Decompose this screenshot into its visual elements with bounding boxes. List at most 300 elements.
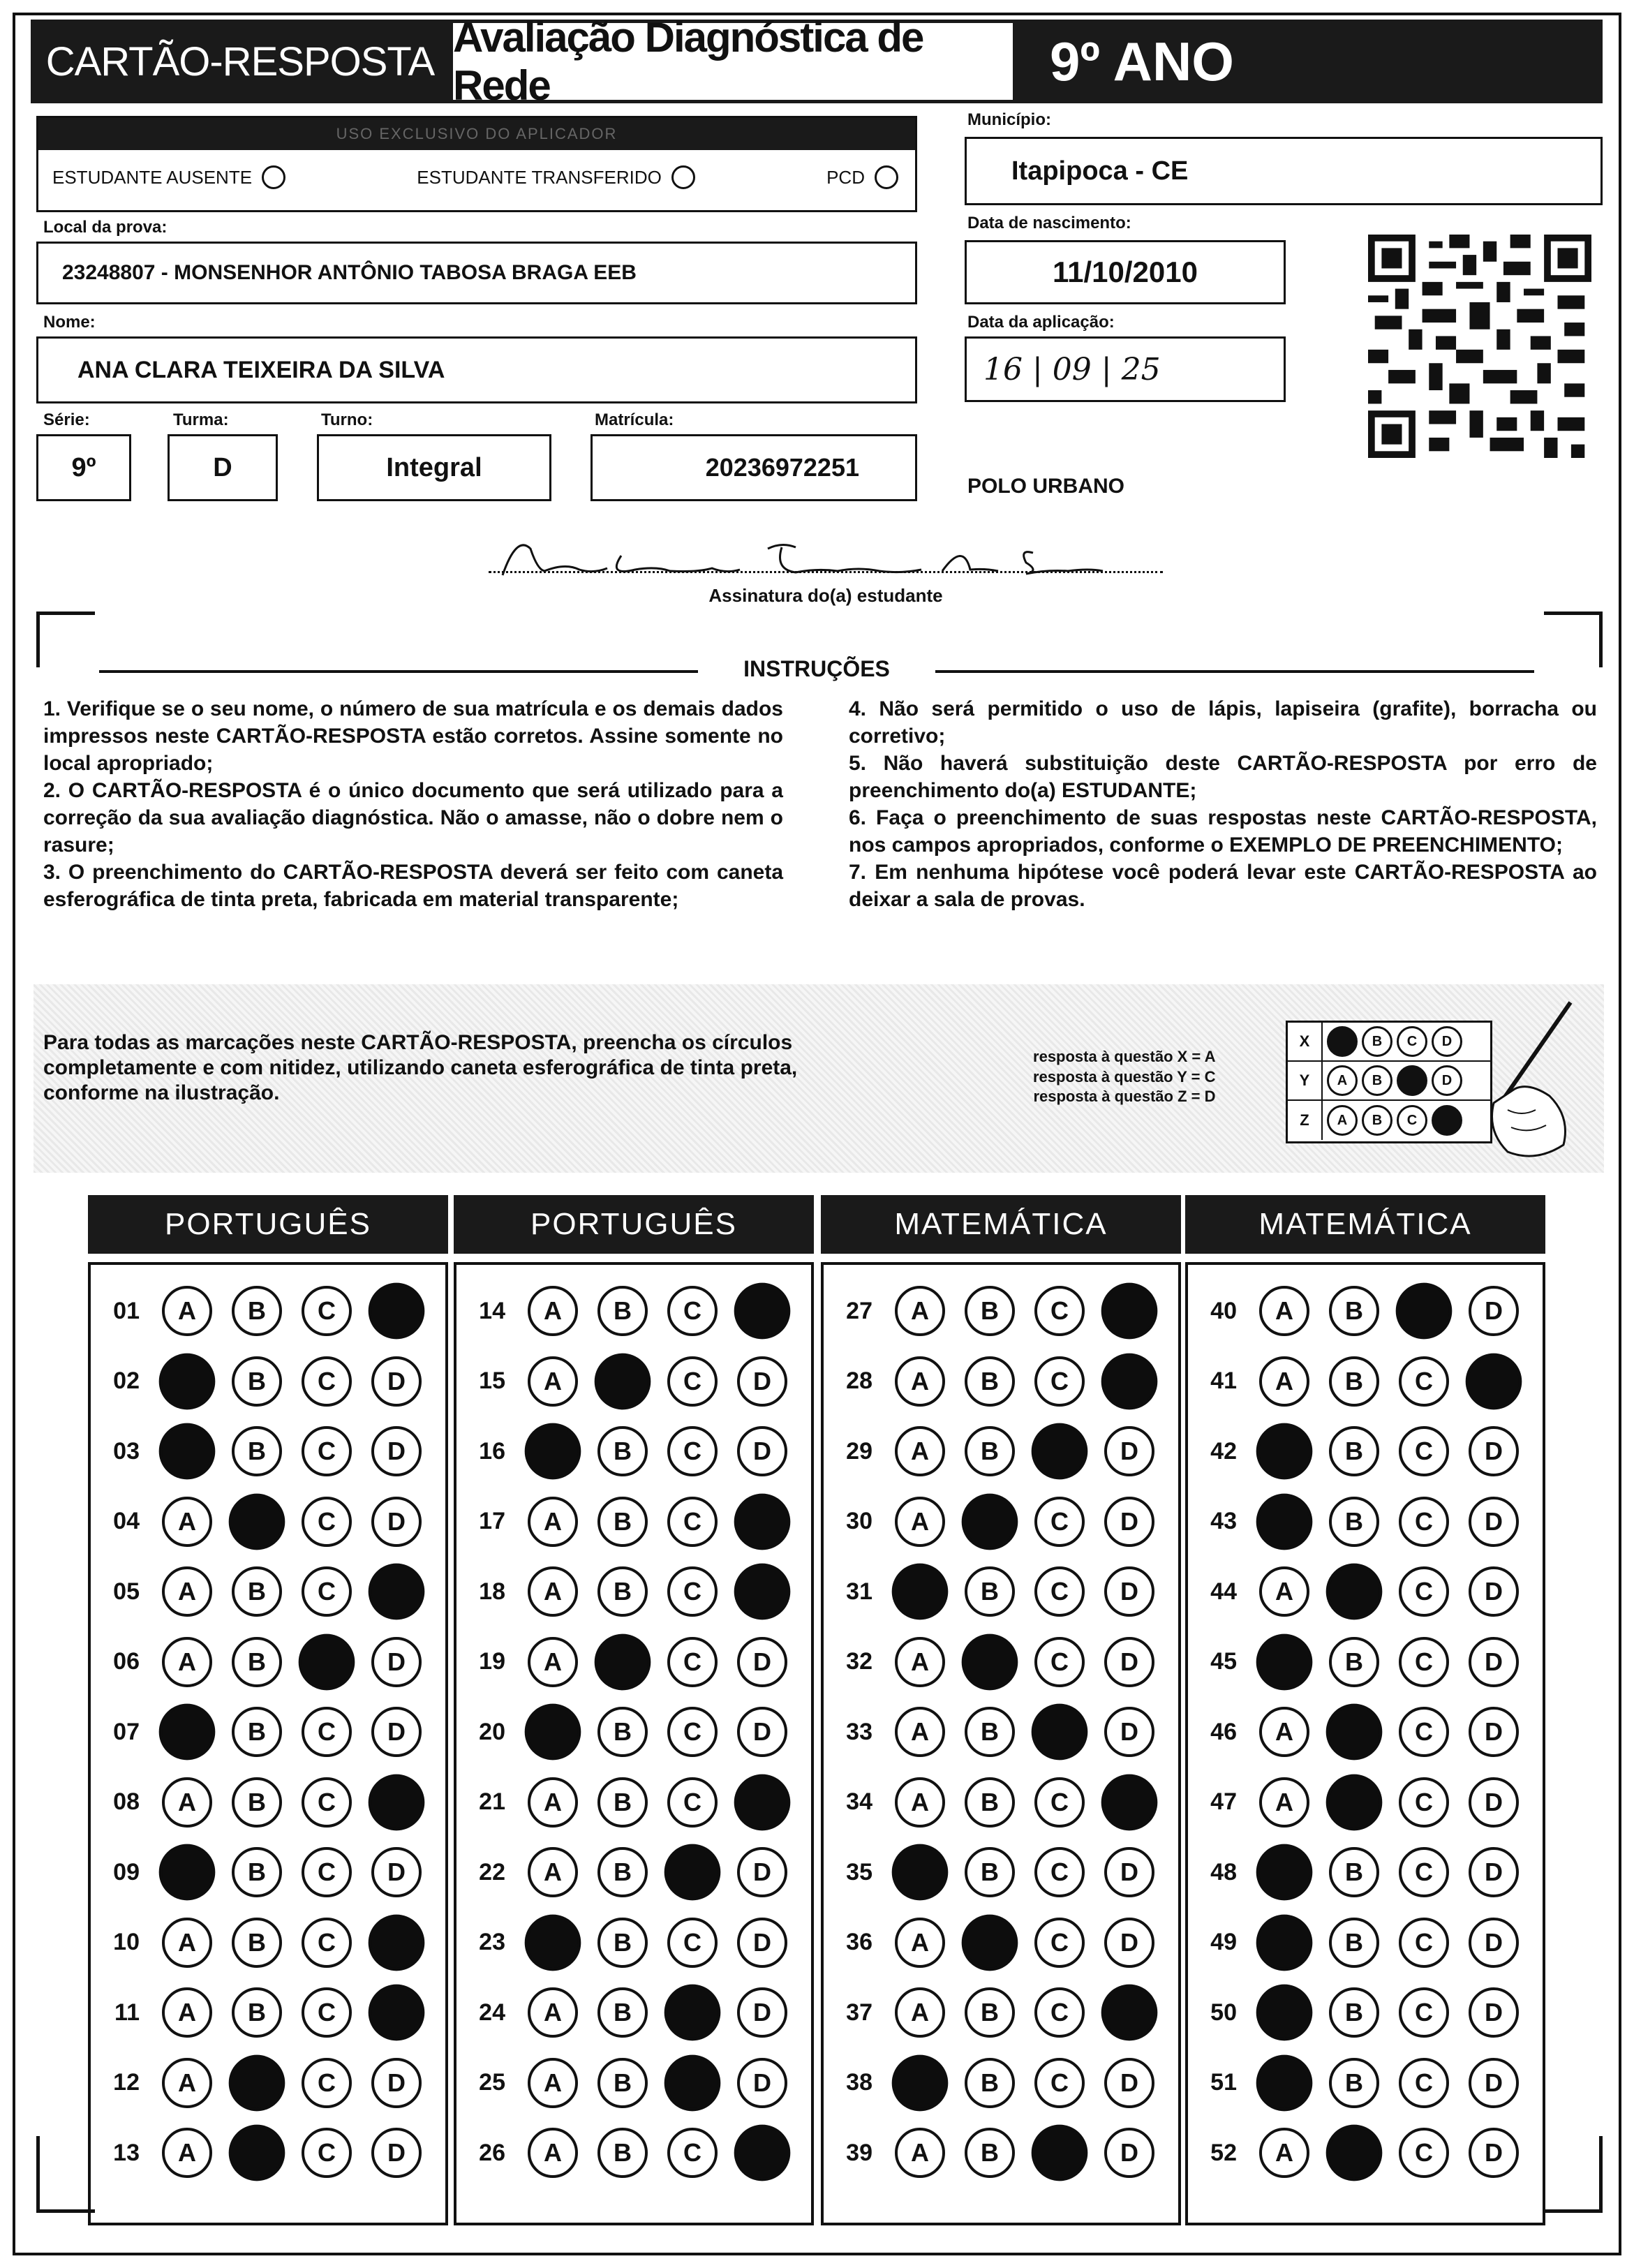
question-row bbox=[836, 1634, 1154, 1690]
answer-bubble-b[interactable]: B bbox=[597, 1847, 648, 1897]
answer-bubble-a[interactable]: A bbox=[1259, 2128, 1309, 2178]
answer-bubble-b[interactable] bbox=[229, 2125, 285, 2181]
answer-bubble-a[interactable]: A bbox=[1259, 1777, 1309, 1828]
example-legend bbox=[1033, 1047, 1215, 1107]
answer-bubble-c[interactable]: C bbox=[1399, 2128, 1449, 2178]
question-row bbox=[1201, 1494, 1519, 1550]
answer-bubble-c[interactable]: C bbox=[302, 1777, 352, 1828]
question-number: 16 bbox=[479, 1437, 505, 1465]
answer-bubble-b[interactable]: B bbox=[965, 2128, 1015, 2178]
answer-bubble-a[interactable]: A bbox=[528, 1497, 578, 1547]
answer-bubble-c[interactable]: C bbox=[1034, 1286, 1085, 1336]
answer-bubble-c[interactable]: C bbox=[667, 2128, 718, 2178]
answer-bubble-c[interactable]: C bbox=[1034, 1918, 1085, 1968]
aplicacao-field: 16 | 09 | 25 bbox=[965, 336, 1286, 402]
answer-bubble-a[interactable]: A bbox=[528, 2058, 578, 2108]
answer-bubble-a[interactable]: A bbox=[162, 1987, 212, 2038]
instruction-4: 4. Não será permitido o uso de lápis, lapiseira (grafite), borracha ou corretivo; bbox=[849, 697, 1597, 748]
question-number: 33 bbox=[846, 1718, 872, 1745]
answer-bubble-c[interactable]: C bbox=[302, 1426, 352, 1476]
answer-bubble-d[interactable] bbox=[1101, 1985, 1158, 2041]
answer-bubble-b[interactable]: B bbox=[1329, 1987, 1379, 2038]
answer-bubble-a[interactable]: A bbox=[162, 1497, 212, 1547]
answer-bubble-a[interactable]: A bbox=[528, 1637, 578, 1687]
answer-bubble-d[interactable]: D bbox=[371, 1707, 422, 1757]
answer-bubble-d[interactable] bbox=[369, 1985, 425, 2041]
answer-bubble-c[interactable]: C bbox=[302, 2058, 352, 2108]
answer-bubble-d[interactable]: D bbox=[1104, 1918, 1154, 1968]
transferred-option[interactable] bbox=[417, 165, 695, 189]
answer-bubble-d[interactable]: D bbox=[1469, 1707, 1519, 1757]
answer-bubble-b[interactable] bbox=[962, 1493, 1018, 1550]
answer-bubble-b[interactable]: B bbox=[232, 1847, 282, 1897]
answer-bubble-d[interactable]: D bbox=[1104, 2058, 1154, 2108]
answer-bubble-c[interactable]: C bbox=[1399, 1637, 1449, 1687]
answer-bubble-c[interactable]: C bbox=[302, 2128, 352, 2178]
answer-bubble-a[interactable]: A bbox=[895, 1497, 945, 1547]
example-row-label: X bbox=[1288, 1023, 1323, 1060]
answer-bubble-c[interactable]: C bbox=[667, 1356, 718, 1407]
question-row bbox=[1201, 1564, 1519, 1620]
question-number: 18 bbox=[479, 1578, 505, 1605]
answer-bubble-d[interactable]: D bbox=[371, 1847, 422, 1897]
instruction-1: 1. Verifique se o seu nome, o número de sua matrícula e os demais dados impressos neste CARTÃO-RESPOSTA estão corretos. Assine somente no local apropriado; bbox=[43, 697, 783, 775]
answer-bubble-a[interactable]: A bbox=[528, 1356, 578, 1407]
answer-bubble-b[interactable]: B bbox=[965, 1426, 1015, 1476]
answer-bubble-a[interactable]: A bbox=[162, 1566, 212, 1617]
question-row bbox=[836, 1704, 1154, 1760]
signature-image bbox=[489, 528, 1163, 584]
question-row bbox=[103, 2125, 422, 2181]
answer-bubble-b[interactable]: B bbox=[232, 1918, 282, 1968]
answer-bubble-a[interactable] bbox=[892, 2054, 949, 2111]
answer-bubble-a[interactable] bbox=[1256, 1985, 1313, 2041]
question-number: 02 bbox=[113, 1368, 140, 1394]
answer-bubble-a[interactable] bbox=[159, 1423, 216, 1480]
answer-bubble-b[interactable]: B bbox=[597, 1566, 648, 1617]
instructions-title: INSTRUÇÕES bbox=[698, 656, 935, 682]
answer-bubble-b[interactable]: B bbox=[597, 1426, 648, 1476]
answer-bubble-d[interactable] bbox=[1101, 1283, 1158, 1340]
answer-bubble-d[interactable]: D bbox=[737, 1847, 787, 1897]
question-row bbox=[1201, 2055, 1519, 2111]
municipio-label: Município: bbox=[967, 110, 1051, 129]
instructions-right bbox=[849, 695, 1597, 913]
answer-bubble-d[interactable]: D bbox=[1104, 1847, 1154, 1897]
answer-bubble-a[interactable]: A bbox=[1259, 1566, 1309, 1617]
answer-bubble-c[interactable]: C bbox=[1399, 1707, 1449, 1757]
local-field: 23248807 - MONSENHOR ANTÔNIO TABOSA BRAGA EEB bbox=[36, 242, 917, 304]
question-number: 27 bbox=[846, 1297, 872, 1324]
answer-bubble-a[interactable]: A bbox=[895, 1707, 945, 1757]
answer-bubble-b[interactable] bbox=[962, 1633, 1018, 1690]
answer-bubble-a[interactable]: A bbox=[895, 1987, 945, 2038]
answer-bubble-c[interactable]: C bbox=[302, 1356, 352, 1407]
question-number: 04 bbox=[113, 1508, 140, 1534]
answer-bubble-c[interactable]: C bbox=[667, 1918, 718, 1968]
example-text: Para todas as marcações neste CARTÃO-RESPOSTA, preencha os círculos completamente e com nitidez, utilizando caneta esferográfica de tinta preta, conforme na ilustração. bbox=[43, 1031, 798, 1104]
answer-bubble-c[interactable] bbox=[1396, 1283, 1453, 1340]
answer-bubble-d[interactable]: D bbox=[737, 2058, 787, 2108]
answer-bubble-d[interactable] bbox=[369, 1283, 425, 1340]
answer-bubble-c[interactable]: C bbox=[667, 1777, 718, 1828]
signature-label: Assinatura do(a) estudante bbox=[708, 585, 943, 606]
answer-bubble-d[interactable] bbox=[369, 1564, 425, 1620]
pcd-circle[interactable] bbox=[875, 165, 898, 189]
answer-bubble-c[interactable]: C bbox=[1034, 1847, 1085, 1897]
answer-bubble-a[interactable] bbox=[525, 1704, 581, 1761]
answer-bubble-b[interactable]: B bbox=[597, 1707, 648, 1757]
question-number: 11 bbox=[114, 1999, 140, 2026]
answer-bubble-b[interactable]: B bbox=[965, 1566, 1015, 1617]
answer-bubble-a[interactable]: A bbox=[1259, 1707, 1309, 1757]
answer-bubble-b[interactable]: B bbox=[1329, 2058, 1379, 2108]
answer-bubble-a[interactable] bbox=[1256, 1493, 1313, 1550]
answer-bubble-c[interactable]: C bbox=[1034, 2058, 1085, 2108]
answer-bubble-b[interactable]: B bbox=[232, 1356, 282, 1407]
answer-bubble-d[interactable]: D bbox=[737, 1918, 787, 1968]
answer-bubble-d[interactable]: D bbox=[1469, 1566, 1519, 1617]
answer-bubble-c[interactable]: C bbox=[667, 1286, 718, 1336]
answer-bubble-d[interactable]: D bbox=[1469, 1987, 1519, 2038]
answer-bubble-b[interactable]: B bbox=[597, 1777, 648, 1828]
answer-bubble-b[interactable]: B bbox=[965, 1777, 1015, 1828]
instruction-2: 2. O CARTÃO-RESPOSTA é o único documento que será utilizado para a correção da sua avaliação diagnóstica. Não o amasse, não o dobre nem o rasure; bbox=[43, 779, 783, 857]
answer-bubble-b[interactable]: B bbox=[232, 1707, 282, 1757]
answer-bubble-a[interactable]: A bbox=[1259, 1356, 1309, 1407]
answer-bubble-d[interactable] bbox=[369, 1914, 425, 1971]
answer-bubble-b[interactable]: B bbox=[597, 2128, 648, 2178]
answer-bubble-d[interactable]: D bbox=[1104, 2128, 1154, 2178]
answer-bubble-d[interactable]: D bbox=[371, 1426, 422, 1476]
answer-bubble-c[interactable] bbox=[1032, 1704, 1088, 1761]
absent-circle[interactable] bbox=[262, 165, 285, 189]
example-row-label: Y bbox=[1288, 1062, 1323, 1099]
answer-bubble-a[interactable] bbox=[1256, 1914, 1313, 1971]
answer-bubble-a[interactable]: A bbox=[162, 2058, 212, 2108]
answer-bubble-a[interactable] bbox=[159, 1353, 216, 1409]
answer-bubble-a[interactable]: A bbox=[895, 1637, 945, 1687]
answer-bubble-a[interactable] bbox=[525, 1423, 581, 1480]
example-bubble-c: C bbox=[1397, 1105, 1427, 1136]
question-row bbox=[1201, 1283, 1519, 1339]
answer-bubble-b[interactable]: B bbox=[232, 1637, 282, 1687]
question-number: 41 bbox=[1210, 1368, 1237, 1394]
answer-bubble-d[interactable]: D bbox=[1104, 1566, 1154, 1617]
answer-bubble-c[interactable]: C bbox=[667, 1566, 718, 1617]
answer-bubble-c[interactable]: C bbox=[302, 1286, 352, 1336]
answer-bubble-c[interactable]: C bbox=[1399, 1777, 1449, 1828]
answer-bubble-d[interactable]: D bbox=[737, 1426, 787, 1476]
answer-bubble-b[interactable]: B bbox=[965, 1286, 1015, 1336]
question-row bbox=[836, 2125, 1154, 2181]
aplicacao-label: Data da aplicação: bbox=[967, 313, 1115, 332]
answer-bubble-c[interactable]: C bbox=[1399, 1497, 1449, 1547]
answer-bubble-d[interactable]: D bbox=[1469, 1426, 1519, 1476]
example-row-label: Z bbox=[1288, 1101, 1323, 1140]
answer-bubble-c[interactable]: C bbox=[1399, 1918, 1449, 1968]
example-bubble-d: D bbox=[1432, 1026, 1462, 1057]
answer-bubble-a[interactable]: A bbox=[162, 1637, 212, 1687]
question-number: 30 bbox=[846, 1508, 872, 1534]
answer-bubble-b[interactable]: B bbox=[1329, 1426, 1379, 1476]
answer-bubble-c[interactable]: C bbox=[1399, 1847, 1449, 1897]
answer-bubble-a[interactable]: A bbox=[895, 1777, 945, 1828]
answer-bubble-b[interactable]: B bbox=[1329, 1847, 1379, 1897]
answer-bubble-b[interactable]: B bbox=[965, 1356, 1015, 1407]
question-row bbox=[1201, 1774, 1519, 1830]
answer-bubble-a[interactable]: A bbox=[162, 1918, 212, 1968]
bracket-top-left bbox=[36, 612, 95, 667]
answer-bubble-d[interactable]: D bbox=[1104, 1497, 1154, 1547]
answer-bubble-b[interactable]: B bbox=[965, 1987, 1015, 2038]
answer-bubble-d[interactable]: D bbox=[1469, 1286, 1519, 1336]
answer-bubble-a[interactable] bbox=[892, 1844, 949, 1901]
answer-bubble-a[interactable]: A bbox=[895, 1356, 945, 1407]
answer-bubble-c[interactable] bbox=[664, 1844, 721, 1901]
answer-bubble-c[interactable] bbox=[1032, 1423, 1088, 1480]
answer-bubble-a[interactable]: A bbox=[528, 1286, 578, 1336]
answer-bubble-d[interactable] bbox=[734, 1564, 791, 1620]
answer-bubble-a[interactable] bbox=[1256, 1423, 1313, 1480]
question-row bbox=[469, 1564, 787, 1620]
answer-bubble-d[interactable]: D bbox=[1469, 2128, 1519, 2178]
question-row bbox=[103, 1704, 422, 1760]
turno-field: Integral bbox=[317, 434, 551, 501]
answer-bubble-d[interactable]: D bbox=[1104, 1637, 1154, 1687]
answer-bubble-c[interactable]: C bbox=[667, 1497, 718, 1547]
turno-label: Turno: bbox=[321, 410, 373, 429]
question-number: 39 bbox=[846, 2139, 872, 2166]
legend-x: resposta à questão X = A bbox=[1033, 1048, 1216, 1065]
transferred-circle[interactable] bbox=[671, 165, 695, 189]
answer-bubble-c[interactable]: C bbox=[1399, 1356, 1449, 1407]
answer-bubble-a[interactable]: A bbox=[1259, 1286, 1309, 1336]
question-row bbox=[469, 1774, 787, 1830]
answer-bubble-d[interactable] bbox=[734, 2125, 791, 2181]
question-row bbox=[469, 1915, 787, 1971]
answer-bubble-c[interactable]: C bbox=[1399, 1426, 1449, 1476]
answer-bubble-d[interactable]: D bbox=[371, 1637, 422, 1687]
answer-bubble-c[interactable]: C bbox=[667, 1426, 718, 1476]
answer-bubble-a[interactable]: A bbox=[162, 1777, 212, 1828]
answer-bubble-c[interactable]: C bbox=[1034, 1356, 1085, 1407]
local-label: Local da prova: bbox=[43, 218, 168, 237]
answer-bubble-c[interactable]: C bbox=[1399, 1566, 1449, 1617]
answer-bubble-a[interactable] bbox=[1256, 1844, 1313, 1901]
example-bubble-b: B bbox=[1362, 1105, 1392, 1136]
answer-bubble-b[interactable] bbox=[1326, 1704, 1383, 1761]
answer-bubble-d[interactable]: D bbox=[737, 1987, 787, 2038]
qr-code-icon bbox=[1365, 235, 1594, 458]
question-number: 45 bbox=[1210, 1648, 1237, 1675]
answer-bubble-b[interactable]: B bbox=[232, 1987, 282, 2038]
answer-bubble-b[interactable] bbox=[962, 1914, 1018, 1971]
answer-bubble-c[interactable]: C bbox=[1399, 1987, 1449, 2038]
turma-label: Turma: bbox=[173, 410, 229, 429]
question-number: 46 bbox=[1210, 1718, 1237, 1745]
answer-bubble-b[interactable] bbox=[1326, 2125, 1383, 2181]
answer-bubble-d[interactable]: D bbox=[737, 1637, 787, 1687]
answer-bubble-a[interactable] bbox=[892, 1564, 949, 1620]
question-number: 14 bbox=[479, 1297, 505, 1324]
answer-bubble-c[interactable] bbox=[299, 1633, 355, 1690]
question-number: 22 bbox=[479, 1858, 505, 1885]
answer-bubble-d[interactable]: D bbox=[371, 2128, 422, 2178]
answer-bubble-d[interactable]: D bbox=[1469, 1777, 1519, 1828]
answer-bubble-b[interactable]: B bbox=[1329, 1497, 1379, 1547]
answer-bubble-c[interactable]: C bbox=[302, 1918, 352, 1968]
question-number: 06 bbox=[113, 1648, 140, 1675]
answer-bubble-a[interactable]: A bbox=[528, 2128, 578, 2178]
answer-bubble-c[interactable]: C bbox=[302, 1987, 352, 2038]
answer-bubble-a[interactable]: A bbox=[528, 1847, 578, 1897]
answer-bubble-a[interactable]: A bbox=[895, 1286, 945, 1336]
answer-bubble-b[interactable]: B bbox=[597, 1497, 648, 1547]
question-row bbox=[469, 1283, 787, 1339]
answer-bubble-a[interactable]: A bbox=[528, 1777, 578, 1828]
answer-bubble-b[interactable] bbox=[1326, 1564, 1383, 1620]
answer-bubble-b[interactable]: B bbox=[597, 2058, 648, 2108]
answer-bubble-d[interactable]: D bbox=[1469, 1497, 1519, 1547]
answer-bubble-c[interactable] bbox=[664, 1985, 721, 2041]
example-bubble-b: B bbox=[1362, 1026, 1392, 1057]
answer-bubble-d[interactable]: D bbox=[737, 1707, 787, 1757]
question-number: 03 bbox=[113, 1437, 140, 1465]
answer-bubble-d[interactable] bbox=[734, 1774, 791, 1830]
answer-bubble-b[interactable]: B bbox=[232, 1286, 282, 1336]
answer-bubble-b[interactable] bbox=[595, 1353, 651, 1409]
answer-bubble-a[interactable]: A bbox=[528, 1987, 578, 2038]
answer-bubble-c[interactable]: C bbox=[1034, 1987, 1085, 2038]
question-number: 35 bbox=[846, 1858, 872, 1885]
absent-option[interactable] bbox=[52, 165, 285, 189]
answer-bubble-d[interactable]: D bbox=[1104, 1707, 1154, 1757]
question-row bbox=[469, 1704, 787, 1760]
polo-label: POLO URBANO bbox=[967, 475, 1124, 498]
answer-bubble-b[interactable] bbox=[1326, 1774, 1383, 1830]
answer-bubble-c[interactable]: C bbox=[1399, 2058, 1449, 2108]
answer-bubble-a[interactable] bbox=[1256, 2054, 1313, 2111]
example-bubble-a: A bbox=[1327, 1105, 1358, 1136]
answer-bubble-a[interactable]: A bbox=[895, 1918, 945, 1968]
answer-bubble-a[interactable]: A bbox=[162, 1286, 212, 1336]
answer-bubble-d[interactable] bbox=[734, 1493, 791, 1550]
question-number: 52 bbox=[1210, 2139, 1237, 2166]
answer-bubble-d[interactable]: D bbox=[1469, 1918, 1519, 1968]
question-row bbox=[836, 1494, 1154, 1550]
answer-bubble-d[interactable]: D bbox=[1469, 1637, 1519, 1687]
answer-bubble-a[interactable]: A bbox=[162, 2128, 212, 2178]
answer-bubble-c[interactable]: C bbox=[1034, 1637, 1085, 1687]
answer-bubble-d[interactable]: D bbox=[371, 1356, 422, 1407]
question-number: 40 bbox=[1210, 1297, 1237, 1324]
answer-bubble-b[interactable]: B bbox=[597, 1987, 648, 2038]
answer-bubble-d[interactable] bbox=[734, 1283, 791, 1340]
answer-bubble-d[interactable] bbox=[1101, 1774, 1158, 1830]
answer-bubble-b[interactable]: B bbox=[965, 1847, 1015, 1897]
question-row bbox=[103, 1564, 422, 1620]
question-row bbox=[836, 2055, 1154, 2111]
answer-bubble-b[interactable]: B bbox=[965, 2058, 1015, 2108]
question-number: 23 bbox=[479, 1929, 505, 1955]
answer-bubble-c[interactable]: C bbox=[1034, 1566, 1085, 1617]
question-number: 47 bbox=[1210, 1788, 1237, 1815]
answer-bubble-c[interactable] bbox=[1032, 2125, 1088, 2181]
question-row bbox=[1201, 1844, 1519, 1900]
answer-bubble-c[interactable]: C bbox=[302, 1497, 352, 1547]
question-number: 21 bbox=[479, 1788, 505, 1815]
answer-bubble-b[interactable]: B bbox=[232, 1426, 282, 1476]
question-row bbox=[836, 1564, 1154, 1620]
answer-bubble-d[interactable]: D bbox=[371, 1497, 422, 1547]
answer-bubble-d[interactable]: D bbox=[1469, 2058, 1519, 2108]
question-number: 25 bbox=[479, 2069, 505, 2096]
answer-bubble-c[interactable]: C bbox=[1034, 1497, 1085, 1547]
question-row bbox=[1201, 2125, 1519, 2181]
question-row bbox=[103, 1634, 422, 1690]
answer-bubble-c[interactable]: C bbox=[667, 1707, 718, 1757]
answer-bubble-d[interactable]: D bbox=[737, 1356, 787, 1407]
answer-bubble-a[interactable] bbox=[525, 1914, 581, 1971]
answer-bubble-b[interactable]: B bbox=[1329, 1356, 1379, 1407]
answer-bubble-d[interactable] bbox=[1466, 1353, 1522, 1409]
instruction-3: 3. O preenchimento do CARTÃO-RESPOSTA deverá ser feito com caneta esferográfica de tinta preta, fabricada em material transparente; bbox=[43, 861, 783, 911]
answer-bubble-d[interactable] bbox=[1101, 1353, 1158, 1409]
signature-line bbox=[489, 571, 1163, 573]
answer-bubble-d[interactable] bbox=[369, 1774, 425, 1830]
answer-bubble-c[interactable]: C bbox=[302, 1707, 352, 1757]
answer-bubble-b[interactable]: B bbox=[232, 1777, 282, 1828]
answer-bubble-b[interactable]: B bbox=[597, 1286, 648, 1336]
answer-bubble-b[interactable] bbox=[229, 1493, 285, 1550]
answer-bubble-d[interactable]: D bbox=[1104, 1426, 1154, 1476]
instr-rule-left bbox=[99, 670, 699, 673]
question-number: 51 bbox=[1210, 2069, 1237, 2096]
answer-bubble-a[interactable]: A bbox=[895, 2128, 945, 2178]
answer-bubble-c[interactable]: C bbox=[667, 1637, 718, 1687]
answer-bubble-b[interactable]: B bbox=[1329, 1637, 1379, 1687]
instr-rule-right bbox=[934, 670, 1534, 673]
answer-bubble-c[interactable] bbox=[664, 2054, 721, 2111]
answer-bubble-a[interactable] bbox=[1256, 1633, 1313, 1690]
answer-bubble-b[interactable]: B bbox=[232, 1566, 282, 1617]
answer-bubble-d[interactable]: D bbox=[371, 2058, 422, 2108]
answer-bubble-a[interactable] bbox=[159, 1844, 216, 1901]
answer-bubble-b[interactable]: B bbox=[1329, 1918, 1379, 1968]
answer-bubble-b[interactable] bbox=[229, 2054, 285, 2111]
answer-bubble-b[interactable] bbox=[595, 1633, 651, 1690]
answer-bubble-b[interactable]: B bbox=[597, 1918, 648, 1968]
answer-bubble-c[interactable]: C bbox=[1034, 1777, 1085, 1828]
question-row bbox=[1201, 1354, 1519, 1409]
answer-bubble-a[interactable]: A bbox=[528, 1566, 578, 1617]
question-row bbox=[836, 1774, 1154, 1830]
question-number: 42 bbox=[1210, 1437, 1237, 1465]
pcd-option[interactable] bbox=[826, 165, 898, 189]
question-number: 01 bbox=[113, 1297, 140, 1324]
answer-bubble-a[interactable]: A bbox=[895, 1426, 945, 1476]
answer-bubble-a[interactable] bbox=[159, 1704, 216, 1761]
answer-bubble-d[interactable]: D bbox=[1469, 1847, 1519, 1897]
answer-bubble-b[interactable]: B bbox=[1329, 1286, 1379, 1336]
answer-bubble-c[interactable]: C bbox=[302, 1847, 352, 1897]
question-row bbox=[103, 1494, 422, 1550]
answer-bubble-b[interactable]: B bbox=[965, 1707, 1015, 1757]
question-row bbox=[103, 1423, 422, 1479]
answer-bubble-c[interactable]: C bbox=[302, 1566, 352, 1617]
example-row bbox=[1288, 1062, 1490, 1101]
